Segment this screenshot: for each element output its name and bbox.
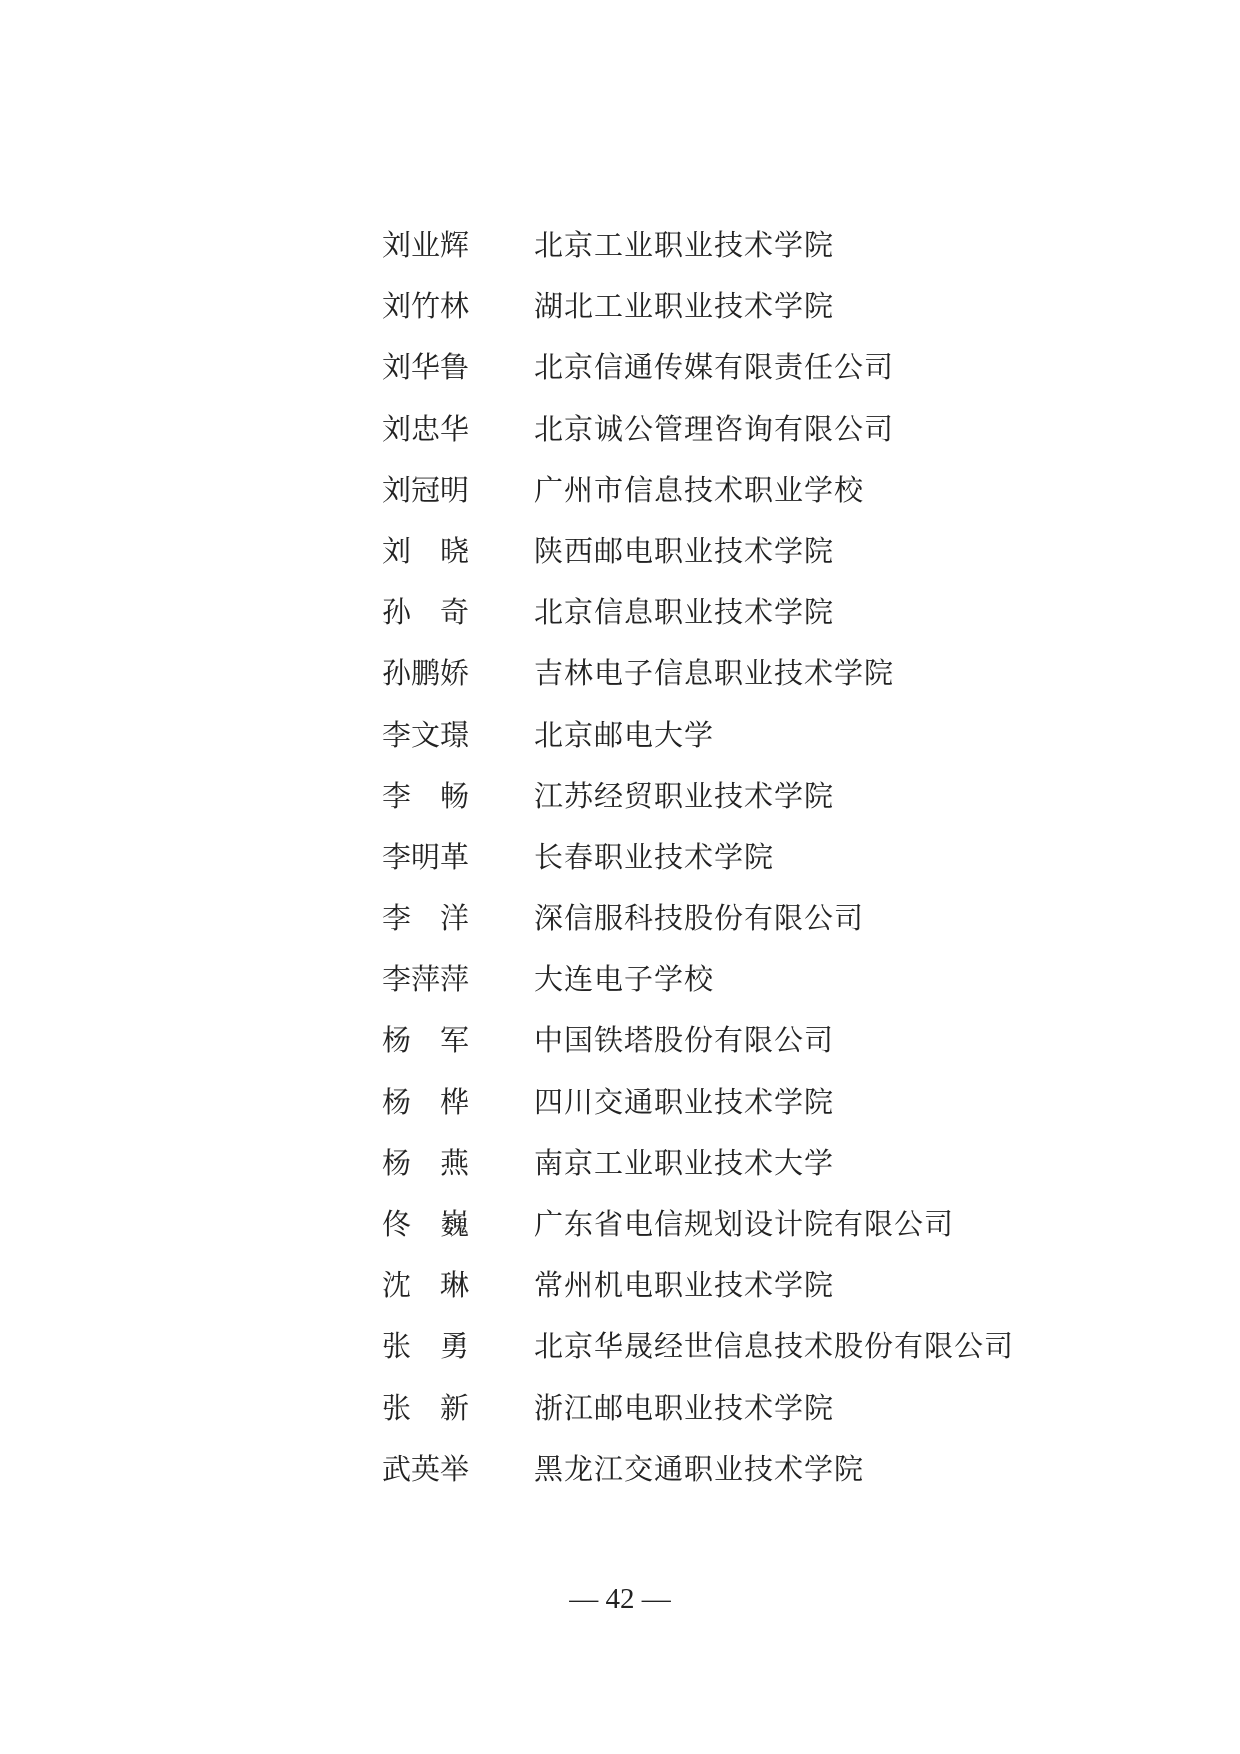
member-list bbox=[382, 222, 1102, 1507]
member-organization: 常州机电职业技术学院 bbox=[534, 1268, 835, 1303]
member-organization: 北京华晟经世信息技术股份有限公司 bbox=[534, 1329, 1015, 1364]
member-name: 刘忠华 bbox=[382, 411, 470, 446]
member-organization: 深信服科技股份有限公司 bbox=[534, 901, 865, 936]
list-item bbox=[382, 1140, 1102, 1201]
member-name: 刘冠明 bbox=[382, 472, 470, 507]
member-name: 沈 琳 bbox=[382, 1268, 470, 1303]
member-organization: 北京信通传媒有限责任公司 bbox=[534, 350, 895, 385]
member-name: 张 勇 bbox=[382, 1329, 470, 1364]
member-organization: 吉林电子信息职业技术学院 bbox=[534, 656, 895, 691]
member-organization: 浙江邮电职业技术学院 bbox=[534, 1390, 835, 1425]
member-name: 杨 桦 bbox=[382, 1084, 470, 1119]
member-name: 李文璟 bbox=[382, 717, 470, 752]
list-item bbox=[382, 589, 1102, 650]
member-organization: 南京工业职业技术大学 bbox=[534, 1145, 835, 1180]
member-name: 佟 巍 bbox=[382, 1207, 470, 1241]
list-item bbox=[382, 650, 1102, 711]
member-organization: 北京诚公管理咨询有限公司 bbox=[534, 411, 895, 446]
member-organization: 四川交通职业技术学院 bbox=[534, 1084, 835, 1119]
list-item bbox=[382, 528, 1102, 589]
member-organization: 中国铁塔股份有限公司 bbox=[534, 1023, 835, 1058]
list-item bbox=[382, 406, 1102, 467]
member-organization: 江苏经贸职业技术学院 bbox=[534, 778, 835, 813]
member-organization: 广东省电信规划设计院有限公司 bbox=[534, 1207, 955, 1241]
member-organization: 湖北工业职业技术学院 bbox=[534, 289, 835, 324]
member-organization: 北京信息职业技术学院 bbox=[534, 595, 835, 630]
list-item bbox=[382, 1446, 1102, 1507]
list-item bbox=[382, 1385, 1102, 1446]
member-organization: 北京工业职业技术学院 bbox=[534, 228, 835, 262]
list-item bbox=[382, 467, 1102, 528]
list-item bbox=[382, 283, 1102, 344]
list-item bbox=[382, 1262, 1102, 1323]
member-organization: 北京邮电大学 bbox=[534, 717, 715, 752]
member-organization: 广州市信息技术职业学校 bbox=[534, 472, 865, 507]
member-name: 武英举 bbox=[382, 1451, 470, 1486]
list-item bbox=[382, 222, 1102, 283]
list-item bbox=[382, 1201, 1102, 1262]
member-name: 李 畅 bbox=[382, 778, 470, 813]
list-item bbox=[382, 773, 1102, 834]
list-item bbox=[382, 834, 1102, 895]
member-name: 刘竹林 bbox=[382, 289, 470, 324]
member-organization: 陕西邮电职业技术学院 bbox=[534, 533, 835, 568]
member-organization: 大连电子学校 bbox=[534, 962, 715, 997]
member-name: 刘华鲁 bbox=[382, 350, 470, 385]
member-name: 杨 军 bbox=[382, 1023, 470, 1058]
list-item bbox=[382, 1017, 1102, 1078]
member-organization: 长春职业技术学院 bbox=[534, 839, 775, 874]
list-item bbox=[382, 895, 1102, 956]
member-name: 刘业辉 bbox=[382, 228, 470, 262]
list-item bbox=[382, 712, 1102, 773]
member-name: 李萍萍 bbox=[382, 962, 470, 997]
list-item bbox=[382, 956, 1102, 1017]
member-name: 刘 晓 bbox=[382, 533, 470, 568]
list-item bbox=[382, 1323, 1102, 1384]
member-name: 杨 燕 bbox=[382, 1145, 470, 1180]
list-item bbox=[382, 344, 1102, 405]
list-item bbox=[382, 1079, 1102, 1140]
member-name: 孙鹏娇 bbox=[382, 656, 470, 691]
member-organization: 黑龙江交通职业技术学院 bbox=[534, 1451, 865, 1486]
member-name: 孙 奇 bbox=[382, 595, 470, 630]
member-name: 李明革 bbox=[382, 839, 470, 874]
page-number: — 42 — bbox=[569, 1583, 671, 1615]
member-name: 李 洋 bbox=[382, 901, 470, 936]
member-name: 张 新 bbox=[382, 1390, 470, 1425]
